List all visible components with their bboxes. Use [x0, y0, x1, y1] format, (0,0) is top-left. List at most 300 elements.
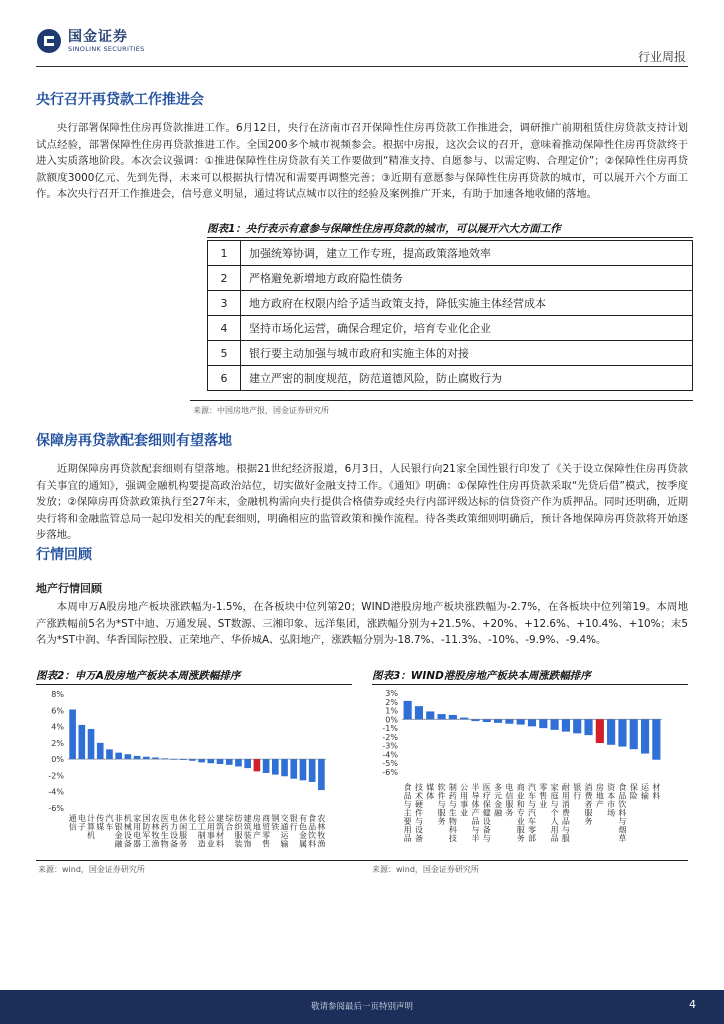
bar-5 [115, 753, 122, 760]
x-tick-label: 机 [87, 831, 96, 840]
x-tick-label: 场 [607, 808, 616, 818]
figure3-source: 来源：wind，国金证券研究所 [372, 865, 479, 874]
x-tick-label: 半 [471, 783, 480, 792]
x-tick-label: 林 [151, 822, 160, 832]
x-tick-label: 半 [471, 834, 480, 843]
x-tick-label: 银 [573, 783, 582, 792]
x-tick-label: 用 [561, 791, 570, 801]
bar-4 [449, 715, 457, 719]
x-tick-label: 费 [561, 808, 570, 818]
x-tick-label: 食 [403, 783, 412, 792]
x-tick-label: 公 [460, 783, 469, 792]
bar-24 [290, 759, 297, 779]
x-tick-label: 主 [403, 808, 412, 818]
x-tick-label: 设 [123, 831, 132, 840]
x-tick-label: 专 [516, 808, 525, 818]
bar-17 [596, 719, 604, 743]
x-tick-label: 建 [216, 814, 225, 823]
x-tick-label: 与 [618, 817, 627, 826]
chart-wind-hk-sectors [372, 686, 688, 864]
x-tick-label: 费 [584, 791, 593, 801]
figure3-top-rule [372, 684, 688, 685]
x-tick-label: 房 [252, 814, 261, 823]
x-tick-label: 电 [505, 783, 514, 792]
x-tick-label: 闲 [179, 822, 188, 832]
x-tick-label: 与 [561, 825, 570, 835]
x-tick-label: 耐 [561, 783, 570, 792]
chart-sw-a-share-sectors [36, 686, 352, 864]
x-tick-label: 消 [584, 783, 593, 792]
x-tick-label: 物 [448, 817, 457, 826]
x-tick-label: 色 [298, 822, 307, 832]
bar-6 [125, 754, 132, 759]
x-tick-label: 地 [595, 791, 604, 801]
y-tick-label: 1% [385, 706, 398, 716]
x-tick-label: 信 [68, 822, 77, 832]
x-tick-label: 农 [151, 814, 160, 823]
bar-4 [106, 749, 113, 759]
x-tick-label: 制 [448, 783, 457, 792]
x-tick-label: 筑 [216, 822, 225, 832]
x-tick-label: 部 [528, 834, 536, 843]
x-tick-label: 农 [317, 814, 326, 823]
six-measures-table [207, 240, 693, 391]
x-tick-label: 电 [169, 814, 178, 823]
x-tick-label: 银 [114, 822, 123, 832]
bar-16 [217, 759, 224, 764]
measure-text: 加强统筹协调，建立工作专班，提高政策落地效率 [241, 241, 693, 266]
x-tick-label: 设 [414, 825, 423, 835]
x-tick-label: 军 [142, 831, 151, 840]
x-tick-label: 服 [561, 834, 570, 843]
y-tick-label: 0% [385, 715, 398, 725]
x-tick-label: 工 [188, 822, 197, 832]
subsection-title-realestate-review: 地产行情回顾 [36, 582, 102, 595]
x-tick-label: 品 [618, 791, 627, 801]
x-tick-label: 软 [437, 783, 446, 792]
x-tick-label: 产 [252, 831, 261, 840]
x-tick-label: 业 [516, 791, 525, 801]
x-tick-label: 品 [403, 791, 412, 801]
x-tick-label: 设 [169, 831, 178, 840]
x-tick-label: 输 [641, 791, 650, 801]
bar-13 [189, 759, 196, 761]
x-tick-label: 子 [77, 822, 86, 832]
measure-number: 6 [208, 366, 241, 391]
y-tick-label: -6% [48, 804, 64, 813]
y-tick-label: -2% [382, 732, 398, 742]
x-tick-label: 科 [448, 825, 457, 835]
x-tick-label: 品 [308, 822, 317, 832]
bar-19 [244, 759, 251, 768]
bar-15 [208, 759, 215, 763]
x-tick-label: 饰 [243, 839, 252, 849]
bar-1 [79, 725, 86, 759]
bar-8 [143, 757, 150, 759]
x-tick-label: 务 [505, 808, 514, 818]
measure-number: 3 [208, 291, 241, 316]
bar-22 [272, 759, 279, 774]
x-tick-label: 保 [482, 800, 491, 809]
x-tick-label: 车 [528, 791, 536, 801]
x-tick-label: 售 [539, 791, 548, 801]
x-tick-label: 纺 [234, 814, 243, 823]
x-tick-label: 用 [403, 825, 412, 835]
measures-row [208, 291, 693, 316]
x-tick-label: 渔 [317, 839, 326, 849]
x-tick-label: 牧 [317, 831, 326, 840]
x-tick-label: 造 [197, 839, 206, 849]
bar-20 [254, 759, 261, 771]
x-tick-label: 品 [403, 834, 412, 843]
x-tick-label: 材 [216, 831, 225, 840]
x-tick-label: 车 [528, 817, 536, 826]
figure1-top-rule [207, 237, 693, 238]
x-tick-label: 筑 [243, 822, 252, 832]
x-tick-label: 饮 [308, 831, 317, 840]
measure-number: 1 [208, 241, 241, 266]
x-tick-label: 器 [133, 839, 142, 849]
x-tick-label: 物 [160, 839, 169, 849]
measure-number: 5 [208, 341, 241, 366]
x-tick-label: 售 [262, 839, 271, 849]
x-tick-label: 材 [652, 783, 661, 792]
x-tick-label: 件 [437, 791, 446, 801]
x-tick-label: 地 [252, 822, 261, 832]
x-tick-label: 算 [87, 822, 96, 832]
bar-19 [618, 719, 626, 746]
x-tick-label: 件 [414, 808, 423, 818]
x-tick-label: 与 [550, 800, 559, 809]
y-tick-label: 3% [385, 689, 398, 698]
x-tick-label: 与 [403, 800, 412, 809]
x-tick-label: 者 [584, 800, 593, 809]
x-tick-label: 信 [505, 791, 514, 801]
figure2-caption: 图表2：申万A股房地产板块本周涨跌幅排序 [36, 670, 241, 682]
page-number: 4 [689, 998, 696, 1011]
figure1-caption: 图表1：央行表示有意参与保障性住房再贷款的城市，可以展开六大方面工作 [207, 223, 561, 235]
x-tick-label: 与 [528, 800, 536, 809]
bar-27 [318, 759, 325, 790]
section-paragraph-market-review: 本周申万A股房地产板块涨跌幅为-1.5%，在各板块中位列第20；WIND港股房地产板块涨跌幅为-2.7%，在各板块中位列第19。本周地产涨跌幅前5名为*ST中迪、万通发展、ST数源、三湘印象、远洋集团，涨跌幅分别为+21.5%、+20%、+12.6%、+10.4%、+10%；末5名为*ST中润、华香国际控股、正荣地产、华侨城A、弘阳地产，涨跌幅分别为-18.7%、-11.3%、-10%、-9.9%、-9.4%。 [36, 601, 688, 647]
measure-text: 建立严密的制度规范，防范道德风险，防止腐败行为 [241, 366, 693, 391]
y-tick-label: 6% [51, 706, 64, 716]
x-tick-label: 导 [471, 791, 480, 801]
report-type-label: 行业周报 [637, 50, 686, 64]
x-tick-label: 市 [607, 800, 616, 809]
footer-disclaimer-link[interactable]: 敬请参阅最后一页特别声明 [310, 1002, 413, 1012]
x-tick-label: 生 [160, 831, 169, 840]
x-tick-label: 品 [561, 817, 570, 826]
measures-row [208, 266, 693, 291]
y-tick-label: -3% [382, 741, 398, 751]
x-tick-label: 业 [516, 817, 525, 826]
x-tick-label: 服 [179, 831, 188, 840]
x-tick-label: 硬 [414, 800, 423, 809]
bar-7 [134, 756, 141, 759]
x-tick-label: 防 [142, 822, 151, 832]
bar-11 [171, 759, 178, 760]
section-paragraph-relending-rules: 近期保障房再贷款配套细则有望落地。根据21世纪经济报道，6月3日，人民银行向21家全国性银行印发了《关于设立保障性住房再贷款有关事宜的通知》，强调金融机构要提高政治站位，切实做好金融支持工作。《通知》明确：①保障性住房再贷款采取“先贷后借”模式，按季度发放；②保障房再贷款政策执行至27年末，金融机构需向央行提供合格债券或经央行内部评级达标的信贷资产作为质押品。同时还明确，近期央行将和金融监管总局一起印发相关的配套细则，明确相应的监管政策和操作流程。待各类政策细则明确后，预计各地保障房再贷款将开始逐步落地。 [36, 463, 688, 542]
x-tick-label: 融 [494, 808, 503, 818]
x-tick-label: 属 [298, 839, 307, 849]
x-tick-label: 商 [262, 814, 271, 823]
x-tick-label: 与 [482, 834, 491, 843]
bar-12 [180, 759, 187, 760]
section-title-relending-rules: 保障房再贷款配套细则有望落地 [36, 433, 232, 449]
x-tick-label: 事 [460, 800, 469, 809]
bar-25 [300, 759, 307, 780]
x-tick-label: 零 [528, 825, 536, 835]
section-paragraph-pboc-meeting: 央行部署保障性住房再贷款推进工作。6月12日，央行在济南市召开保障性住房再贷款工作推进会，调研推广前期租赁住房贷款支持计划试点经验，部署保障性住房再贷款推进工作。全国200多个城市视频参会。根据中房报，这次会议的召开，意味着推动保障性住房再贷款终于进入实质落地阶段。本次会议强调：①推进保障性住房贷款有关工作要做到“精准支持、自愿参与、以需定购、合理定价”；②保障性住房再贷款额度3000亿元、先到先得，未来可以根据执行情况和需要再调整完善；③近期有意愿参与保障性住房再贷款的城市，可以展开六个方面工作。本次央行召开工作推进会，信号意义明显，通过将试点城市以往的经验及案例推广开来，有助于加速各地收储的落地。 [36, 122, 688, 201]
x-tick-label: 饮 [618, 800, 627, 809]
x-tick-label: 制 [197, 831, 206, 840]
x-tick-label: 资 [607, 783, 616, 792]
x-tick-label: 零 [539, 783, 548, 792]
x-tick-label: 金 [494, 800, 503, 809]
x-tick-label: 技 [448, 834, 457, 843]
measures-row [208, 316, 693, 341]
x-tick-label: 通 [68, 814, 77, 823]
bar-0 [404, 701, 412, 719]
x-tick-label: 行 [289, 822, 298, 832]
bar-5 [460, 718, 468, 720]
x-tick-label: 有 [298, 814, 307, 823]
brand-logo [36, 28, 145, 54]
bar-7 [483, 719, 491, 722]
x-tick-label: 商 [516, 783, 525, 792]
x-tick-label: 林 [317, 822, 326, 832]
bar-8 [494, 719, 502, 723]
y-tick-label: -5% [382, 759, 398, 769]
x-tick-label: 服 [505, 800, 514, 809]
measure-number: 2 [208, 266, 241, 291]
figure1-bottom-rule [190, 400, 693, 401]
measures-row [208, 341, 693, 366]
x-tick-label: 汽 [528, 783, 536, 792]
y-tick-label: -6% [382, 768, 398, 777]
x-tick-label: 银 [289, 814, 298, 823]
bar-9 [505, 719, 513, 723]
x-tick-label: 服 [234, 831, 243, 840]
x-tick-label: 机 [123, 814, 132, 823]
x-tick-label: 行 [573, 791, 582, 801]
bar-11 [528, 719, 536, 726]
x-tick-label: 技 [414, 783, 423, 792]
x-tick-label: 用 [133, 822, 142, 832]
x-tick-label: 生 [448, 808, 457, 818]
x-tick-label: 织 [234, 822, 243, 832]
x-tick-label: 媒 [426, 783, 435, 792]
x-tick-label: 元 [494, 791, 503, 801]
x-tick-label: 产 [471, 808, 480, 818]
x-tick-label: 服 [584, 808, 593, 818]
bar-21 [641, 719, 649, 753]
x-tick-label: 传 [96, 814, 105, 823]
x-tick-label: 设 [482, 817, 491, 826]
x-tick-label: 金 [298, 831, 307, 840]
x-tick-label: 体 [426, 791, 435, 801]
x-tick-label: 多 [494, 783, 503, 792]
x-tick-label: 综 [225, 814, 234, 823]
x-tick-label: 融 [114, 839, 123, 849]
logo-text-cn: 国金证券 [68, 29, 128, 45]
measure-number: 4 [208, 316, 241, 341]
x-tick-label: 事 [206, 831, 215, 840]
x-tick-label: 国 [142, 814, 151, 823]
x-tick-label: 草 [618, 834, 627, 843]
x-tick-label: 工 [142, 839, 151, 849]
x-tick-label: 消 [561, 800, 570, 809]
x-tick-label: 药 [448, 791, 457, 801]
x-tick-label: 公 [206, 814, 215, 823]
measure-text: 坚持市场化运营，确保合理定价，培育专业化企业 [241, 316, 693, 341]
x-tick-label: 非 [114, 814, 123, 823]
x-tick-label: 与 [437, 800, 446, 809]
bar-3 [97, 743, 104, 759]
x-tick-label: 服 [437, 808, 446, 818]
x-tick-label: 休 [179, 814, 188, 823]
x-tick-label: 烟 [618, 825, 627, 835]
bar-23 [281, 759, 288, 776]
x-tick-label: 医 [160, 814, 169, 823]
y-tick-label: -4% [48, 787, 64, 797]
x-tick-label: 险 [629, 791, 638, 801]
y-tick-label: 0% [51, 755, 64, 765]
x-tick-label: 电 [77, 814, 86, 823]
x-tick-label: 计 [87, 814, 96, 823]
x-tick-label: 术 [414, 791, 423, 801]
bar-26 [309, 759, 316, 782]
sinolink-logo-icon [36, 28, 62, 54]
figures-bottom-rule [36, 860, 688, 861]
x-tick-label: 务 [584, 817, 593, 826]
x-tick-label: 交 [280, 814, 289, 823]
x-tick-label: 人 [550, 817, 559, 826]
bar-18 [235, 759, 242, 766]
x-tick-label: 品 [471, 817, 480, 826]
x-tick-label: 本 [607, 791, 616, 801]
x-tick-label: 产 [595, 800, 604, 809]
x-tick-label: 力 [169, 822, 178, 832]
figure1-source: 来源：中国房地产报，国金证券研究所 [193, 406, 329, 415]
x-tick-label: 通 [280, 822, 289, 832]
figure2-source: 来源：wind，国金证券研究所 [38, 865, 145, 874]
x-tick-label: 食 [618, 783, 627, 792]
x-tick-label: 运 [641, 783, 650, 792]
measure-text: 银行要主动加强与城市政府和实施主体的对接 [241, 341, 693, 366]
x-tick-label: 保 [629, 783, 638, 792]
x-tick-label: 要 [403, 817, 412, 826]
x-tick-label: 媒 [96, 822, 105, 832]
x-tick-label: 医 [482, 783, 491, 792]
x-tick-label: 体 [471, 800, 480, 809]
x-tick-label: 业 [206, 839, 215, 849]
x-tick-label: 备 [414, 834, 423, 843]
chart-a-svg [36, 686, 352, 860]
x-tick-label: 械 [123, 822, 132, 832]
x-tick-label: 汽 [105, 814, 114, 823]
x-tick-label: 庭 [550, 791, 559, 801]
y-tick-label: 4% [51, 722, 64, 732]
x-tick-label: 用 [460, 791, 469, 801]
x-tick-label: 服 [516, 825, 525, 835]
bar-13 [551, 719, 559, 730]
x-tick-label: 料 [618, 808, 627, 818]
bar-17 [226, 759, 233, 765]
x-tick-label: 品 [550, 834, 559, 843]
x-tick-label: 家 [550, 783, 559, 792]
y-tick-label: 2% [51, 738, 64, 748]
x-tick-label: 备 [123, 839, 132, 849]
measures-row [208, 241, 693, 266]
x-tick-label: 车 [105, 822, 114, 832]
bar-2 [88, 729, 95, 759]
x-tick-label: 房 [595, 783, 604, 792]
x-tick-label: 建 [243, 814, 252, 823]
bar-21 [263, 759, 270, 773]
x-tick-label: 合 [225, 822, 234, 832]
measure-text: 严格避免新增地方政府隐性债务 [241, 266, 693, 291]
x-tick-label: 备 [482, 825, 491, 835]
x-tick-label: 料 [652, 791, 661, 801]
bar-15 [573, 719, 581, 733]
x-tick-label: 健 [482, 808, 491, 818]
page-header [0, 0, 724, 68]
x-tick-label: 零 [262, 831, 271, 840]
x-tick-label: 铁 [271, 822, 280, 832]
x-tick-label: 务 [516, 834, 525, 843]
bar-9 [152, 758, 159, 760]
bar-2 [426, 711, 434, 719]
x-tick-label: 钢 [271, 814, 280, 823]
x-tick-label: 与 [448, 800, 457, 809]
bar-14 [198, 759, 205, 762]
bar-16 [584, 719, 592, 735]
chart-b-svg [372, 686, 688, 860]
x-tick-label: 金 [114, 831, 123, 840]
x-tick-label: 电 [133, 831, 142, 840]
header-divider [36, 66, 688, 67]
measure-text: 地方政府在权限内给予适当政策支持，降低实施主体经营成本 [241, 291, 693, 316]
x-tick-label: 运 [280, 831, 289, 840]
bar-10 [161, 758, 168, 759]
x-tick-label: 料 [308, 839, 317, 849]
x-tick-label: 贸 [262, 822, 271, 832]
bar-1 [415, 706, 423, 719]
x-tick-label: 家 [133, 814, 142, 823]
bar-3 [437, 714, 445, 719]
figure2-top-rule [36, 684, 352, 685]
y-tick-label: -2% [48, 771, 64, 781]
y-tick-label: -1% [382, 724, 398, 734]
x-tick-label: 药 [160, 822, 169, 832]
x-tick-label: 渔 [151, 839, 160, 849]
y-tick-label: -4% [382, 750, 398, 760]
x-tick-label: 装 [243, 831, 252, 840]
figure3-caption: 图表3：WIND港股房地产板块本周涨跌幅排序 [372, 670, 591, 682]
x-tick-label: 料 [216, 839, 225, 849]
x-tick-label: 输 [280, 839, 289, 849]
x-tick-label: 和 [516, 800, 525, 809]
y-tick-label: 2% [385, 697, 398, 707]
x-tick-label: 牧 [151, 831, 160, 840]
bar-12 [539, 719, 547, 728]
x-tick-label: 轻 [197, 814, 206, 823]
x-tick-label: 与 [471, 825, 480, 835]
logo-text-en: SINOLINK SECURITIES [68, 45, 145, 53]
x-tick-label: 务 [437, 817, 446, 826]
